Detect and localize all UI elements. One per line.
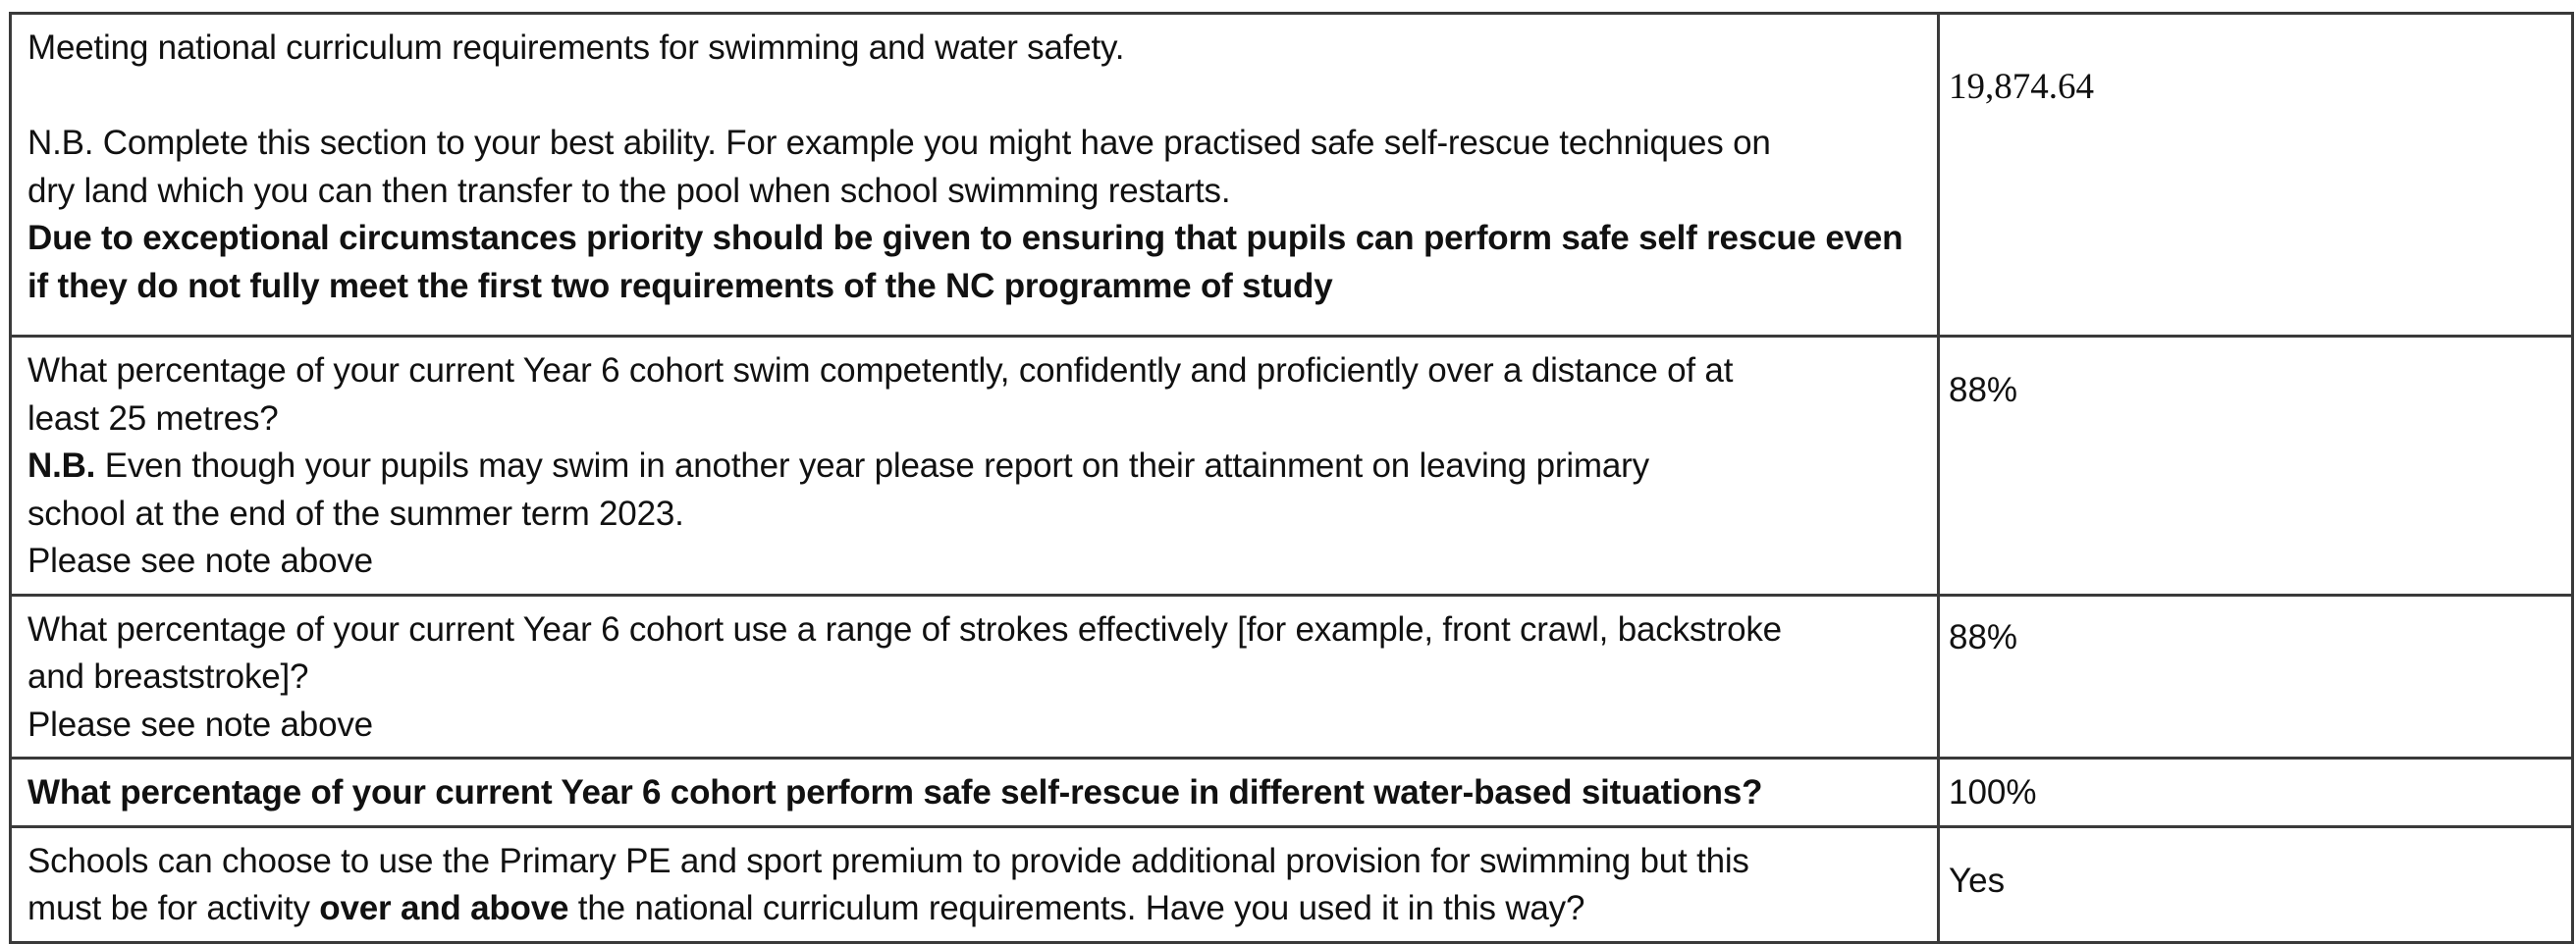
question-text <box>12 760 1937 825</box>
question-line: and breaststroke]? <box>27 657 309 696</box>
nb-text-line: school at the end of the summer term 2023. <box>27 494 684 533</box>
priority-note-line: if they do not fully meet the first two requirements of the NC programme of study <box>27 266 1333 305</box>
table-row <box>11 759 2573 827</box>
question-text <box>12 15 1937 318</box>
question-text <box>12 597 1937 758</box>
answer-value: 88% <box>1949 371 2018 409</box>
answer-cell <box>1939 826 2573 942</box>
see-note-text: Please see note above <box>27 705 373 744</box>
answer-cell <box>1939 14 2573 337</box>
see-note-text: Please see note above <box>27 542 373 580</box>
question-cell <box>11 14 1939 337</box>
table-row <box>11 595 2573 759</box>
table-row <box>11 337 2573 596</box>
nb-text-line: N.B. Complete this section to your best ability. For example you might have practised safe self-rescue techniques on <box>27 124 1771 162</box>
answer-cell <box>1939 595 2573 759</box>
question-line: Schools can choose to use the Primary PE and sport premium to provide additional provision for swimming but this <box>27 841 1749 880</box>
question-line: What percentage of your current Year 6 cohort perform safe self-rescue in different water-based situations? <box>27 773 1763 812</box>
spacer <box>27 73 1923 121</box>
nb-label: N.B. <box>27 446 96 485</box>
question-line: least 25 metres? <box>27 398 279 438</box>
question-text <box>12 828 1937 941</box>
question-line: What percentage of your current Year 6 cohort swim competently, confidently and proficiently over a distance of at <box>27 351 1734 390</box>
nb-text: Even though your pupils may swim in another year please report on their attainment on leaving primary <box>95 446 1649 485</box>
priority-note-line: Due to exceptional circumstances priority should be given to ensuring that pupils can perform safe self rescue even <box>27 219 1904 257</box>
answer-value: 19,874.64 <box>1949 67 2094 107</box>
question-text-part: the national curriculum requirements. Have you used it in this way? <box>568 889 1585 927</box>
swimming-requirements-table <box>9 12 2574 944</box>
nb-text-line: dry land which you can then transfer to the pool when school swimming restarts. <box>27 171 1231 210</box>
answer-cell <box>1939 337 2573 596</box>
question-line <box>27 885 1923 933</box>
question-cell <box>11 337 1939 596</box>
answer-value: 100% <box>1949 773 2037 812</box>
section-heading: Meeting national curriculum requirements for swimming and water safety. <box>27 28 1125 67</box>
question-cell <box>11 595 1939 759</box>
nb-line <box>27 443 1923 491</box>
question-text-part: must be for activity <box>27 889 320 927</box>
table-row <box>11 826 2573 942</box>
answer-cell <box>1939 759 2573 827</box>
answer-value: Yes <box>1949 861 2006 900</box>
table-row <box>11 14 2573 337</box>
question-cell <box>11 759 1939 827</box>
answer-value: 88% <box>1949 617 2018 656</box>
question-line: What percentage of your current Year 6 cohort use a range of strokes effectively [for example, front crawl, backstroke <box>27 609 1782 649</box>
question-text <box>12 338 1937 594</box>
question-cell <box>11 826 1939 942</box>
emphasis-text: over and above <box>319 889 569 927</box>
